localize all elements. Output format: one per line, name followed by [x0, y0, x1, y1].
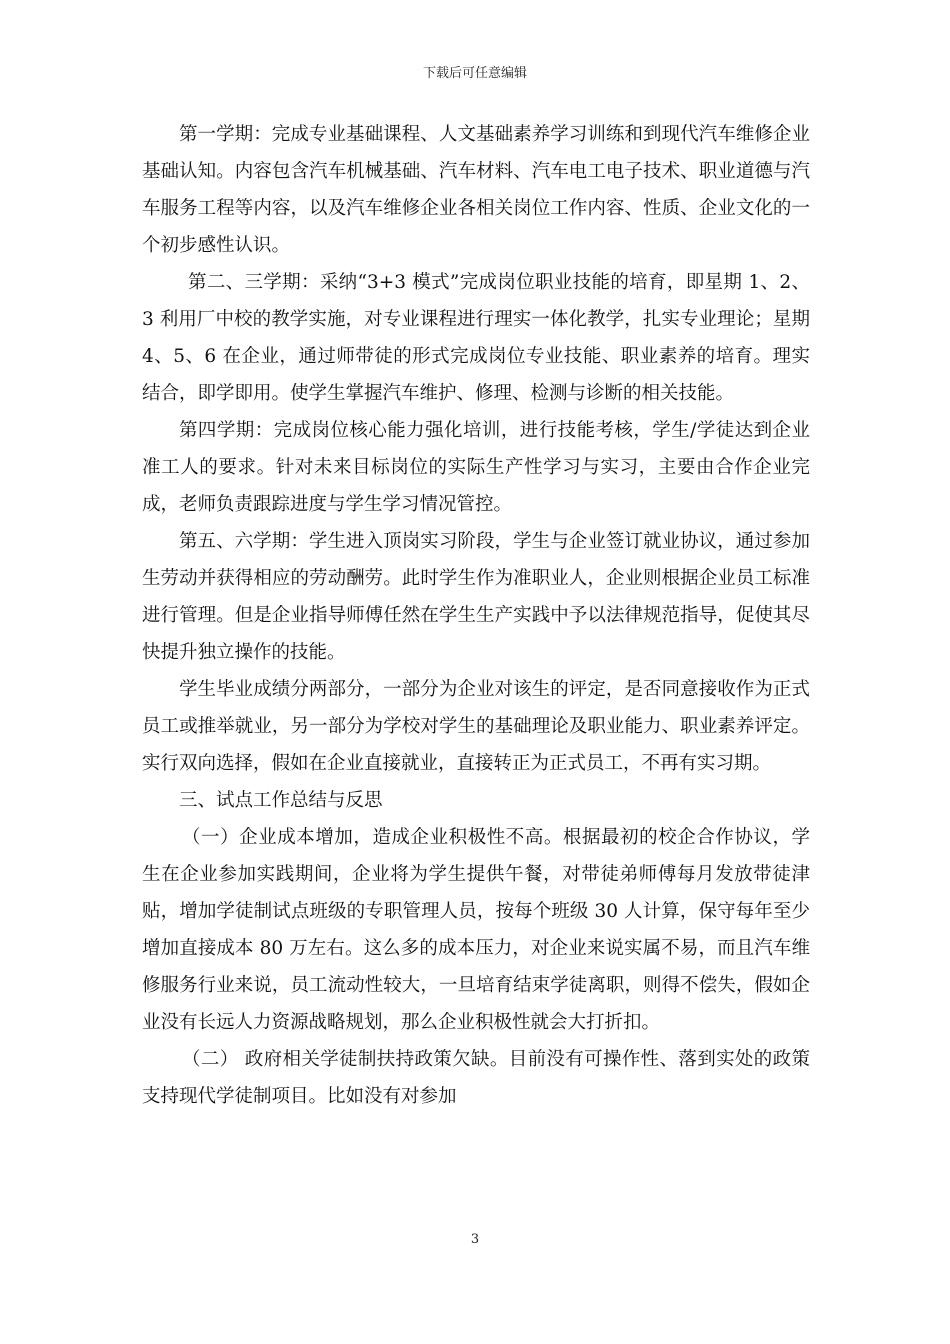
paragraph-semester-5-6: 第五、六学期：学生进入顶岗实习阶段，学生与企业签订就业协议，通过参加生劳动并获得相应的劳动酬劳。此时学生作为准职业人，企业则根据企业员工标准进行管理。但是企业指导师傅任然在学生生产实践中予以法律规范指导，促使其尽快提升独立操作的技能。: [142, 531, 810, 663]
page-number: 3: [470, 1232, 480, 1247]
section-heading-summary: 三、试点工作总结与反思: [179, 790, 383, 811]
paragraph-graduation-grades: 学生毕业成绩分两部分，一部分为企业对该生的评定，是否同意接收作为正式员工或推举就业，另一部分为学校对学生的基础理论及职业能力、职业素养评定。实行双向选择，假如在企业直接就业，直接转正为正式员工，不再有实习期。: [142, 679, 810, 774]
page-header: 下载后可任意编辑: [422, 66, 527, 81]
paragraph-semester-2-3: 第二、三学期：采纳“3+3 模式”完成岗位职业技能的培育，即星期 1、2、3 利用厂中校的教学实施，对专业课程进行理实一体化教学，扎实专业理论；星期 4、5、6 在企业，通过师带徒的形式完成岗位专业技能、职业素养的培育。理实结合，即学即用。使学生掌握汽车维护、修理、检测与诊断的相关技能。: [142, 272, 810, 404]
document-body: [142, 116, 810, 1115]
paragraph-semester-4: 第四学期：完成岗位核心能力强化培训，进行技能考核，学生/学徒达到企业准工人的要求。针对未来目标岗位的实际生产性学习与实习，主要由合作企业完成，老师负责跟踪进度与学生学习情况管控。: [142, 420, 810, 515]
paragraph-issue-2: （二） 政府相关学徒制扶持政策欠缺。目前没有可操作性、落到实处的政策支持现代学徒制项目。比如没有对参加: [142, 1049, 810, 1107]
paragraph-semester-1: 第一学期：完成专业基础课程、人文基础素养学习训练和到现代汽车维修企业基础认知。内容包含汽车机械基础、汽车材料、汽车电工电子技术、职业道德与汽车服务工程等内容，以及汽车维修企业各相关岗位工作内容、性质、企业文化的一个初步感性认识。: [142, 124, 810, 256]
paragraph-issue-1: （一）企业成本增加，造成企业积极性不高。根据最初的校企合作协议，学生在企业参加实践期间，企业将为学生提供午餐，对带徒弟师傅每月发放带徒津贴，增加学徒制试点班级的专职管理人员，按每个班级 30 人计算，保守每年至少增加直接成本 80 万左右。这么多的成本压力，对企业来说实属不易，而且汽车维修服务行业来说，员工流动性较大，一旦培育结束学徒离职，则得不偿失，假如企业没有长远人力资源战略规划，那么企业积极性就会大打折扣。: [142, 827, 810, 1033]
